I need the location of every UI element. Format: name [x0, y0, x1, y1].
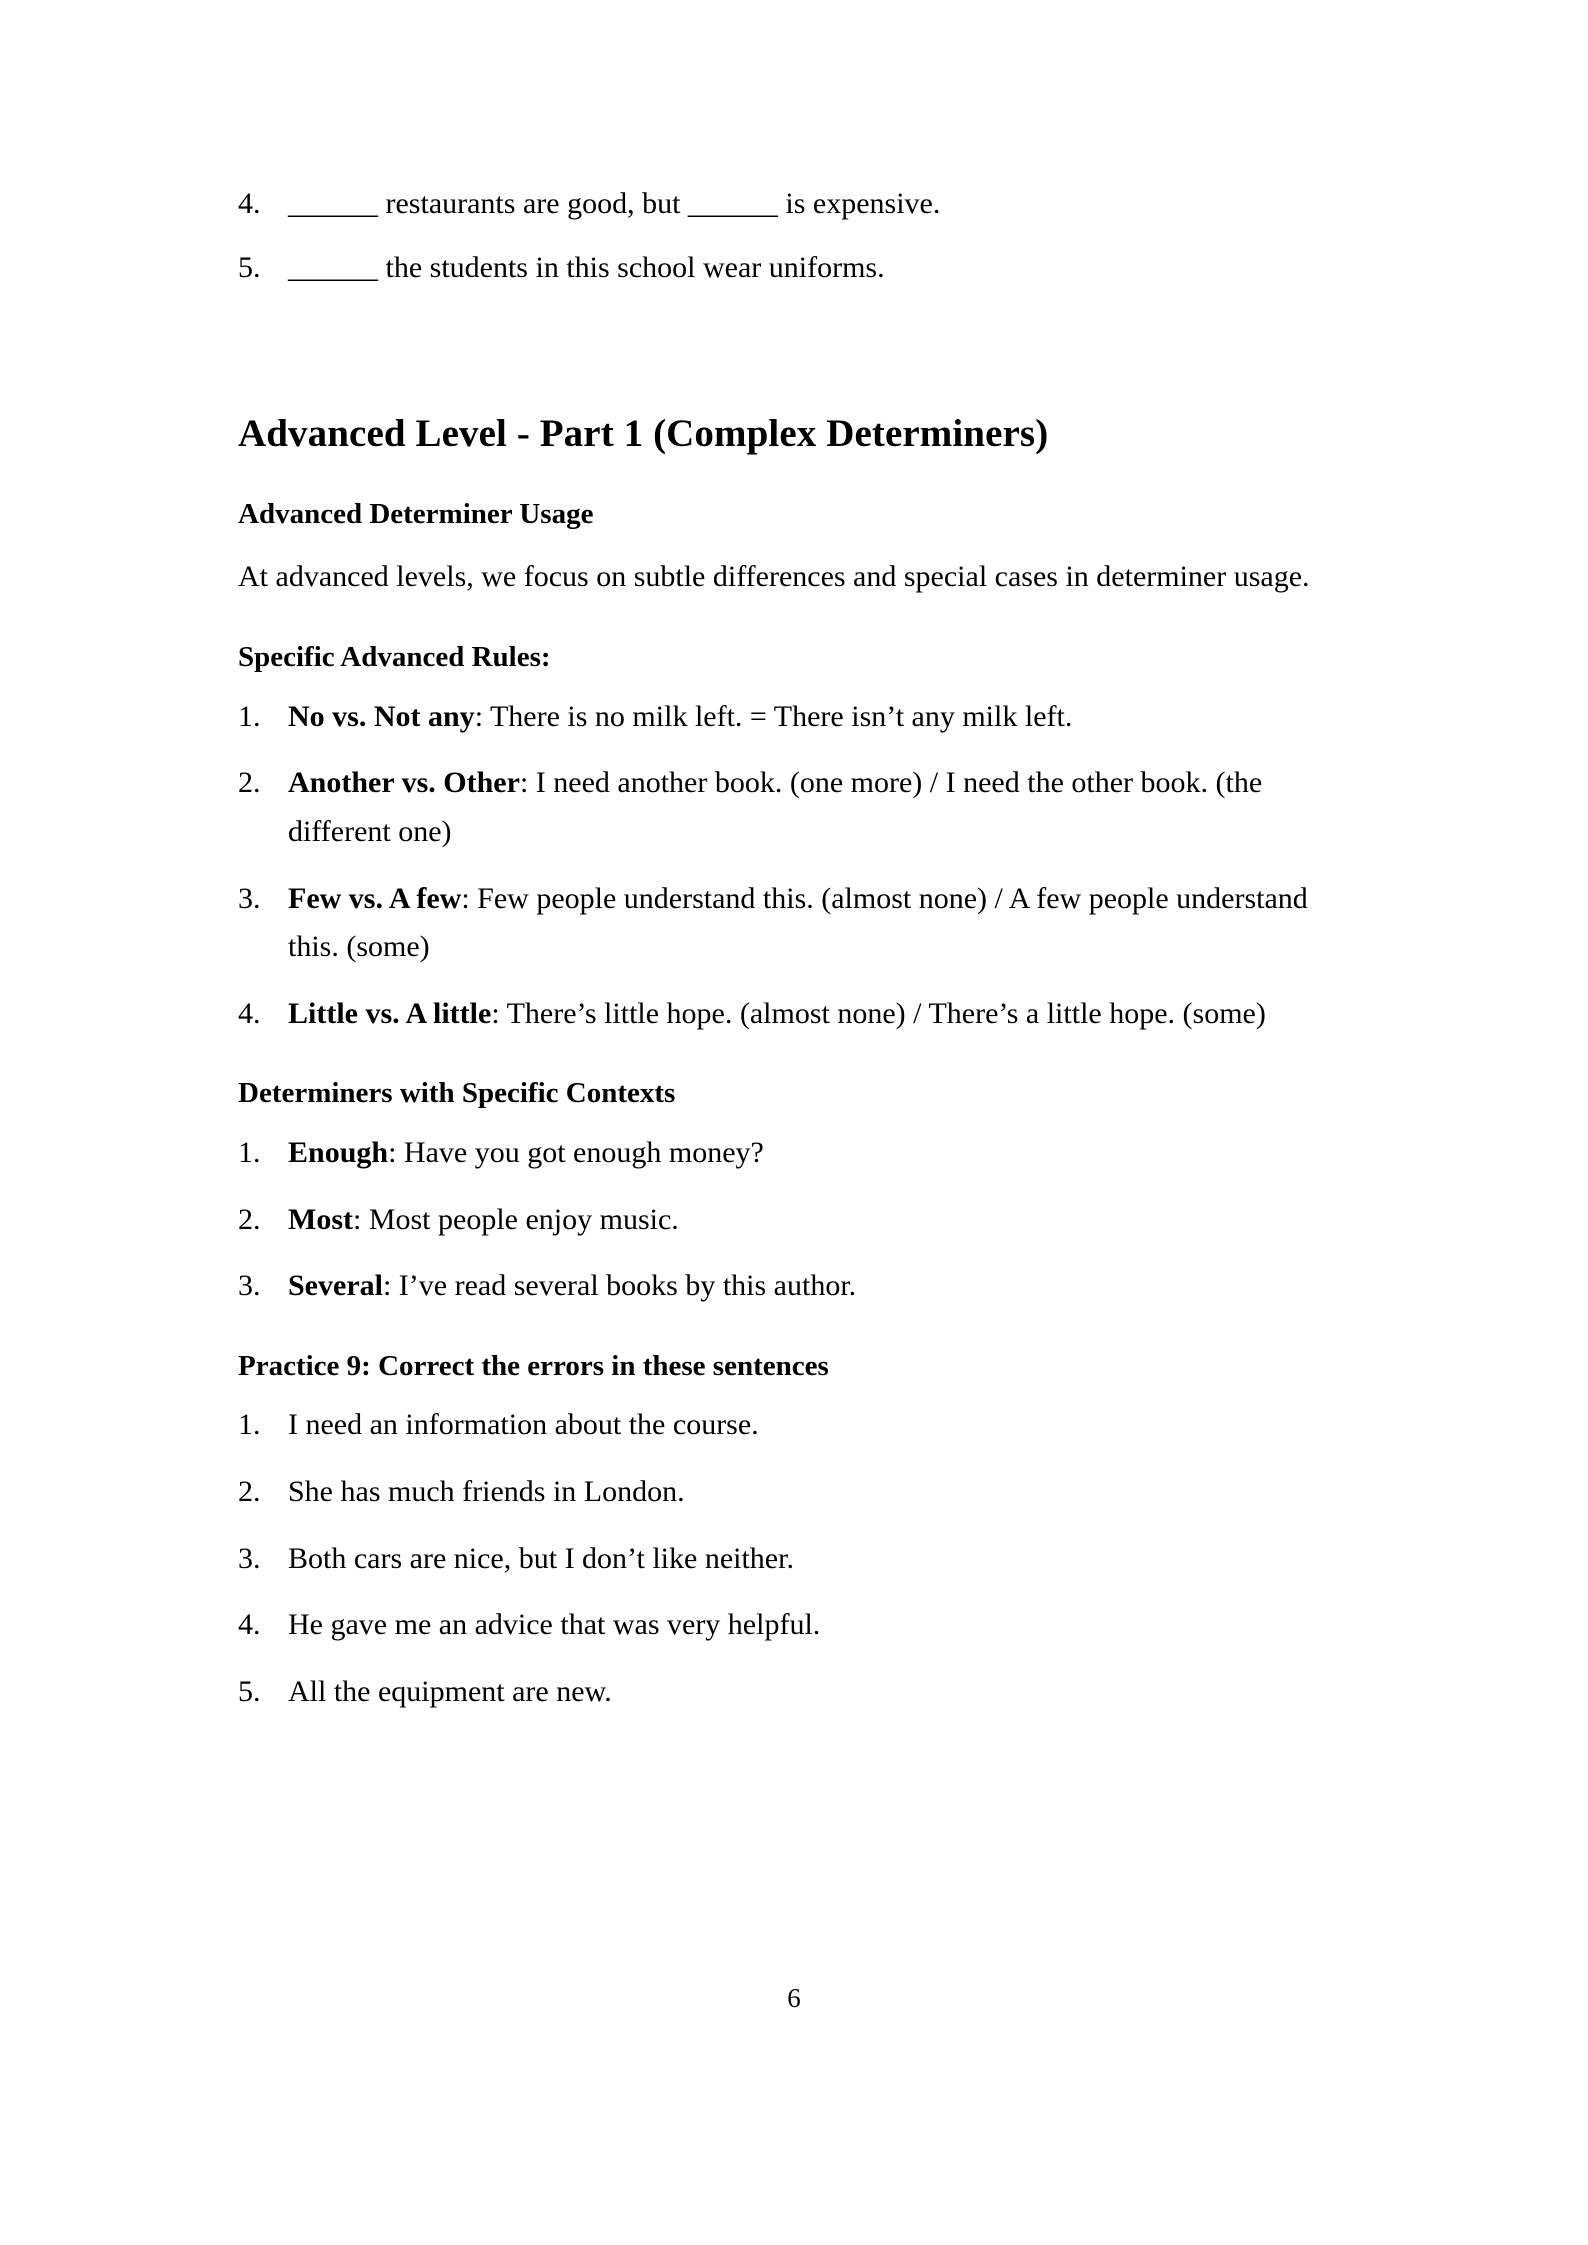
subheading-specific-advanced-rules: Specific Advanced Rules:: [238, 641, 551, 674]
rule-description: : I need another book. (one more) / I need the other book. (the different one): [288, 766, 1263, 848]
list-item: [238, 875, 1342, 972]
rule-term: Another vs. Other: [288, 766, 520, 800]
advanced-rules-list: [238, 677, 1342, 1039]
subheading-advanced-determiner-usage: Advanced Determiner Usage: [238, 497, 594, 530]
context-term: Enough: [288, 1135, 389, 1169]
specific-contexts-list: [238, 1113, 1342, 1311]
list-item-number: 4.: [238, 1608, 261, 1642]
list-item-number: 3.: [238, 881, 261, 915]
practice-9-list: [238, 1385, 1342, 1716]
list-item: [238, 759, 1342, 856]
page-content-column: [238, 0, 1342, 1716]
list-item-text: All the equipment are new.: [288, 1674, 612, 1708]
rule-term: No vs. Not any: [288, 699, 475, 733]
rule-term: Little vs. A little: [288, 996, 492, 1030]
carry-over-exercise-list: [238, 182, 1342, 289]
list-item-text: [288, 990, 1342, 1039]
list-item: [238, 1668, 1342, 1717]
list-item-text: Both cars are nice, but I don’t like neither.: [288, 1541, 794, 1575]
page-number: 6: [787, 1983, 801, 2013]
list-item-text: She has much friends in London.: [288, 1475, 685, 1509]
list-item-number: 5.: [238, 1674, 261, 1708]
list-item: [238, 1262, 1342, 1311]
list-item-number: 1.: [238, 699, 261, 733]
list-item-text: He gave me an advice that was very helpful.: [288, 1608, 821, 1642]
list-item-number: 2.: [238, 1202, 261, 1236]
list-item: [238, 1129, 1342, 1178]
rule-description: : There is no milk left. = There isn’t any milk left.: [474, 699, 1073, 733]
rule-description: : There’s little hope. (almost none) / There’s a little hope. (some): [491, 996, 1266, 1030]
list-item-number: 3.: [238, 1541, 261, 1575]
list-item-text: [288, 693, 1342, 742]
list-item-number: 4.: [238, 996, 261, 1030]
subheading-practice-9: Practice 9: Correct the errors in these sentences: [238, 1349, 829, 1382]
rule-term: Few vs. A few: [288, 881, 462, 915]
list-item: [238, 246, 1342, 290]
context-description: : Have you got enough money?: [388, 1135, 764, 1169]
list-item: [238, 1401, 1342, 1450]
context-description: : Most people enjoy music.: [352, 1202, 679, 1236]
list-item: [238, 693, 1342, 742]
list-item: [238, 1196, 1342, 1245]
list-item-text: [288, 759, 1342, 856]
context-term: Several: [288, 1269, 383, 1303]
list-item-number: 2.: [238, 766, 261, 800]
section-heading: Advanced Level - Part 1 (Complex Determiners): [238, 412, 1049, 455]
list-item: [238, 1601, 1342, 1650]
rule-description: : Few people understand this. (almost none) / A few people understand this. (some): [288, 881, 1308, 964]
context-term: Most: [288, 1202, 353, 1236]
list-item: [238, 990, 1342, 1039]
list-item-number: 3.: [238, 1269, 261, 1303]
list-item-text: [288, 1129, 1342, 1178]
list-item-text: I need an information about the course.: [288, 1408, 759, 1442]
list-item-number: 5.: [238, 250, 261, 284]
list-item-number: 2.: [238, 1475, 261, 1509]
subheading-determiners-with-specific-contexts: Determiners with Specific Contexts: [238, 1077, 676, 1110]
list-item: [238, 1468, 1342, 1517]
list-item: [238, 1535, 1342, 1584]
list-item-text: ______ the students in this school wear uniforms.: [288, 250, 885, 284]
list-item-text: [288, 875, 1342, 972]
list-item-text: [288, 1262, 1342, 1311]
list-item-number: 4.: [238, 187, 261, 220]
list-item: [238, 182, 1342, 226]
list-item-number: 1.: [238, 1135, 261, 1169]
intro-paragraph: At advanced levels, we focus on subtle differences and special cases in determiner usage.: [238, 560, 1310, 594]
list-item-text: [288, 1196, 1342, 1245]
list-item-text: ______ restaurants are good, but ______ is expensive.: [288, 187, 941, 220]
list-item-number: 1.: [238, 1408, 261, 1442]
context-description: : I’ve read several books by this author.: [382, 1269, 857, 1303]
